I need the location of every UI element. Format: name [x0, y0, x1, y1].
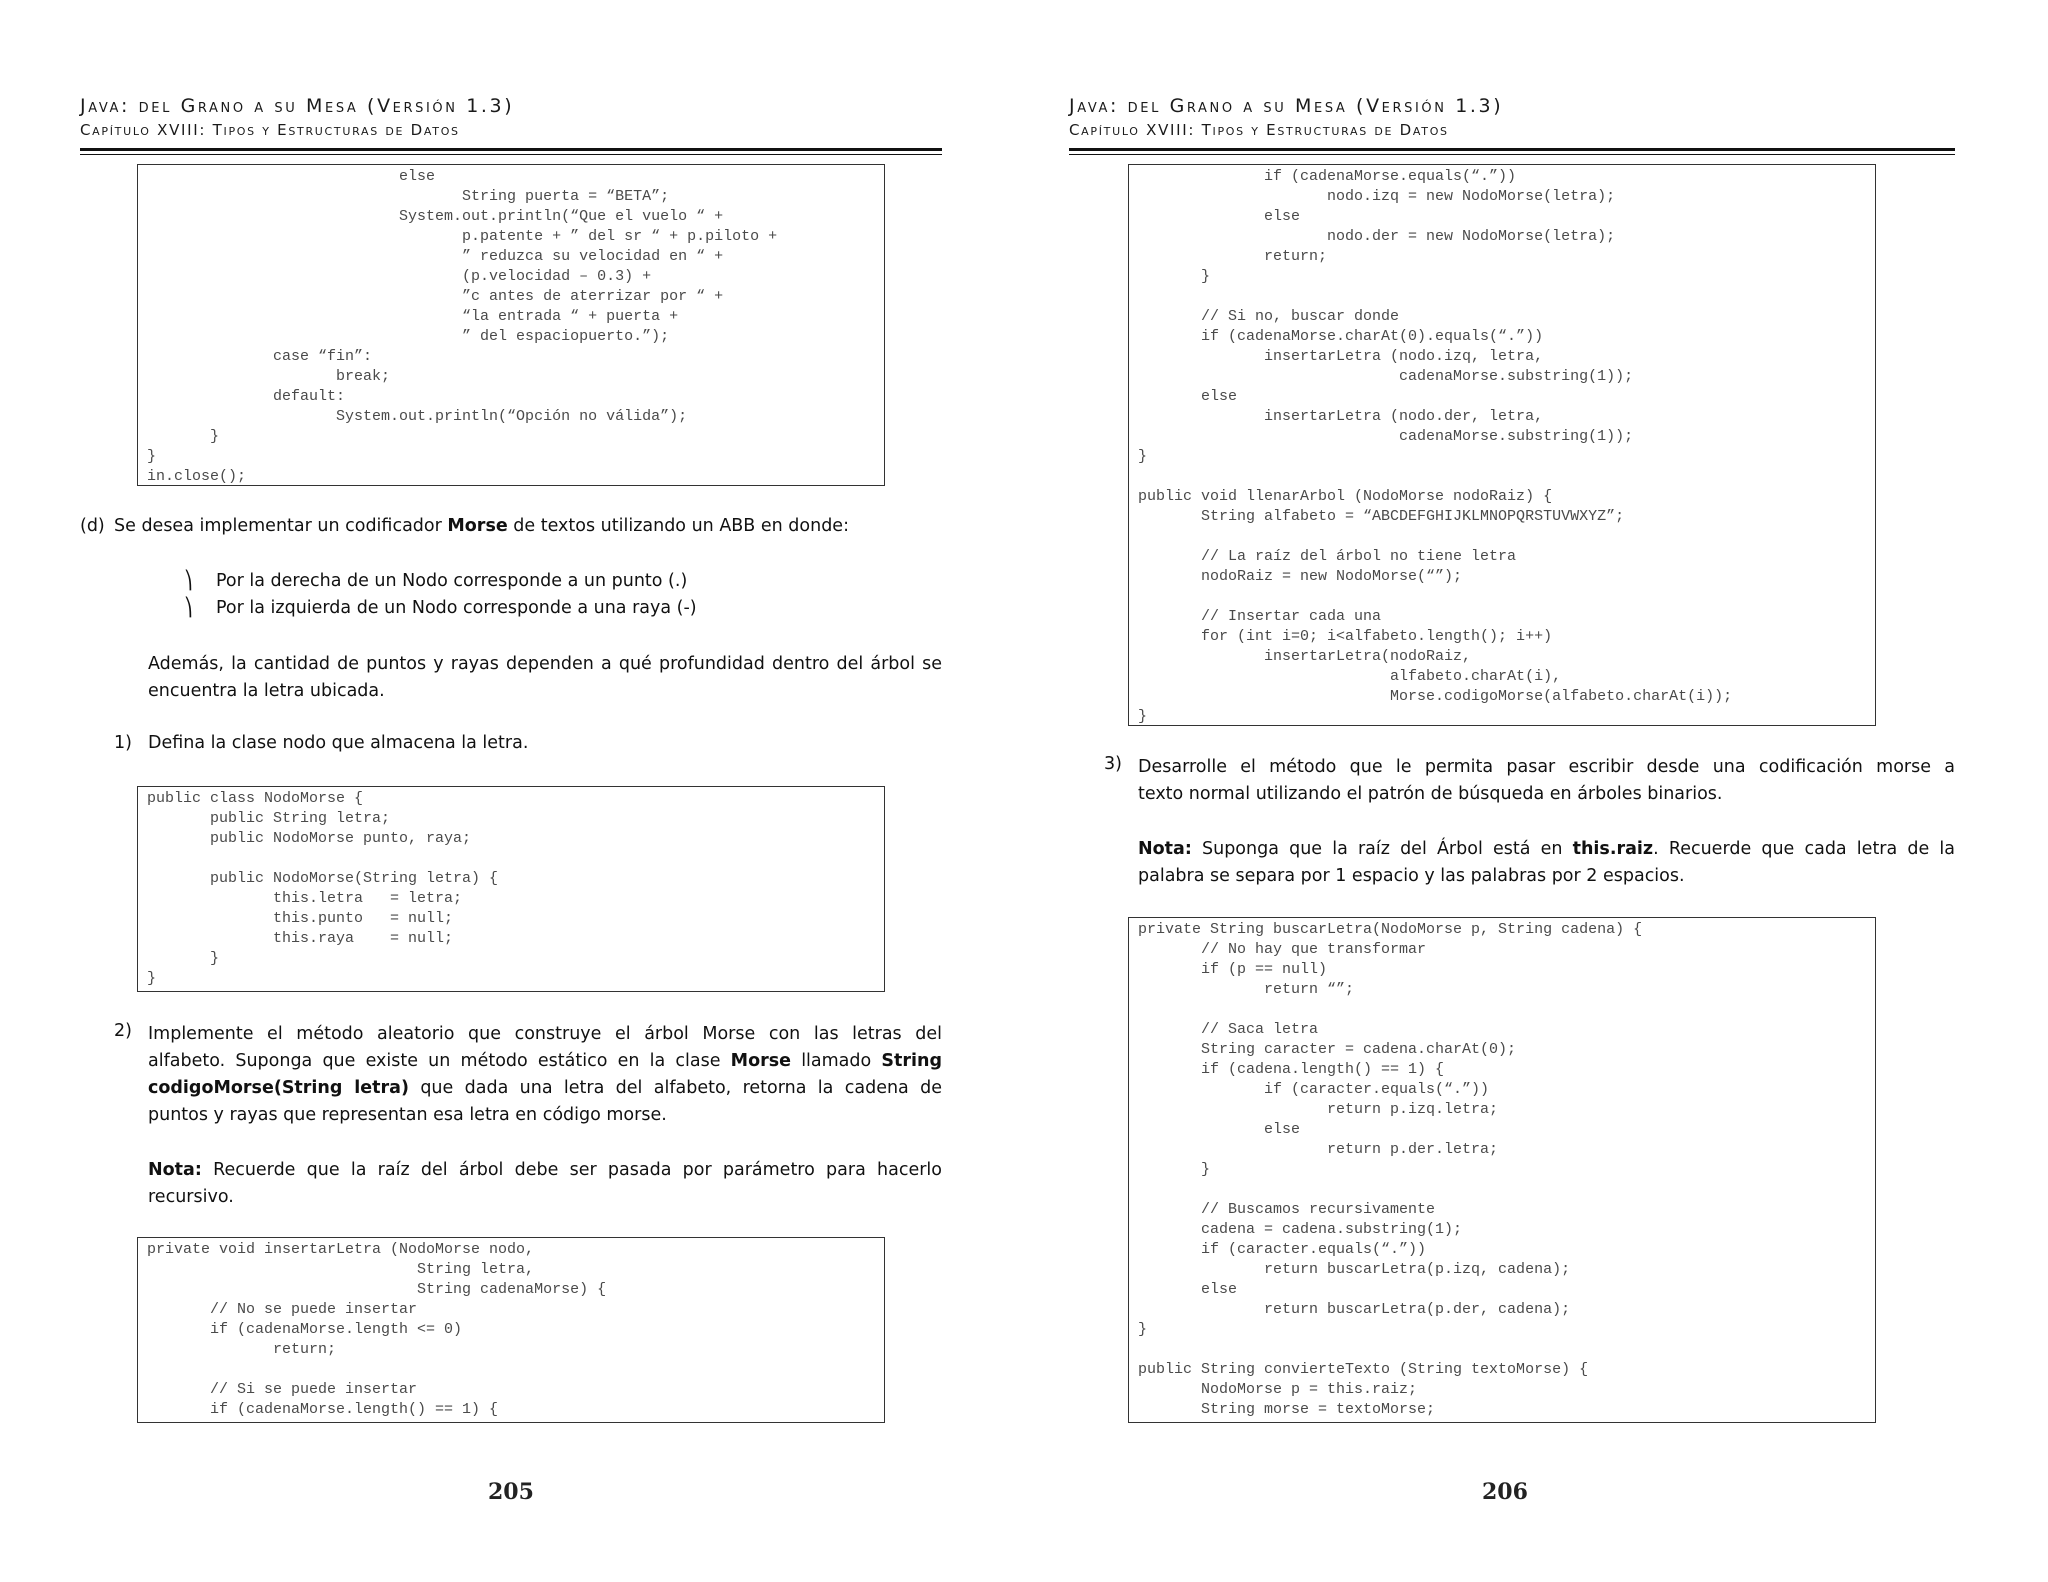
code-text: else String puerta = “BETA”; System.out.println(“Que el vuelo “ + p.patente + ” del sr “ + p.piloto + ” reduzca su velocidad en “ + (p.velocidad – 0.3) + ”c antes de aterrizar por “ + “la entrada “ + puerta + ” del espaciopuerto.”); case “fin”: break; default: System.out.println(“Opción no válida”); } } in.close(); — [147, 168, 778, 485]
code-block-continue — [1128, 164, 1876, 726]
code-block-insertar — [137, 1237, 885, 1423]
header-rule-thick — [1069, 148, 1955, 151]
right-page — [1024, 0, 2048, 1582]
nota-paragraph: Nota: Suponga que la raíz del Árbol está en this.raiz. Recuerde que cada letra de la palabra se separa por 1 espacio y las palabras por 2 espacios. — [1138, 839, 1955, 886]
book-title-header: Java: del Grano a su Mesa (Versión 1.3) — [80, 95, 515, 117]
code-text: private void insertarLetra (NodoMorse nodo, String letra, String cadenaMorse) { // No se puede insertar if (cadenaMorse.length <= 0) return; // Si se puede insertar if (cadenaMorse.length() == 1) { — [147, 1241, 607, 1418]
bullet-item: Por la izquierda de un Nodo corresponde a una raya (-) — [216, 598, 697, 618]
header-rule-thin — [80, 154, 942, 155]
paragraph-ademas: Además, la cantidad de puntos y rayas dependen a qué profundidad dentro del árbol se encuentra la letra ubicada. — [148, 654, 942, 701]
bullet-item: Por la derecha de un Nodo corresponde a un punto (.) — [216, 571, 688, 591]
question-number: 1) — [114, 733, 132, 753]
nota-paragraph: Nota: Recuerde que la raíz del árbol debe ser pasada por parámetro para hacerlo recursivo. — [148, 1160, 942, 1207]
code-block-buscar — [1128, 917, 1876, 1423]
code-text: private String buscarLetra(NodoMorse p, String cadena) { // No hay que transformar if (p == null) return “”; // Saca letra String caracter = cadena.charAt(0); if (cadena.length() == 1) { if (caracter.equals(“.”)) return p.izq.letra; else return p.der.letra; } // Buscamos recursivamente cadena = cadena.substring(1); if (caracter.equals(“.”)) return buscarLetra(p.izq, cadena); else return buscarLetra(p.der, cadena); } public String convierteTexto (String textoMorse) { NodoMorse p = this.raiz; String morse = textoMorse; — [1138, 921, 1643, 1418]
question-text: Implemente el método aleatorio que construye el árbol Morse con las letras del alfabeto. Suponga que existe un método estático en la clase Morse llamado String codigoMorse(String letra) que dada una letra del alfabeto, retorna la cadena de puntos y rayas que representan esa letra en código morse. — [148, 1024, 942, 1125]
question-number: 2) — [114, 1021, 132, 1041]
code-block-nodo — [137, 786, 885, 992]
chapter-header: Capítulo XVIII: Tipos y Estructuras de Datos — [1069, 121, 1449, 139]
question-text: Defina la clase nodo que almacena la letra. — [148, 733, 529, 753]
problem-label: (d) — [80, 516, 105, 536]
problem-statement: Se desea implementar un codificador Morse de textos utilizando un ABB en donde: — [114, 516, 849, 536]
code-block-switch — [137, 164, 885, 486]
header-rule-thick — [80, 148, 942, 151]
bullet-marker: ⎞ — [184, 598, 193, 618]
question-text: Desarrolle el método que le permita pasar escribir desde una codificación morse a texto normal utilizando el patrón de búsqueda en árboles binarios. — [1138, 757, 1955, 804]
code-text: if (cadenaMorse.equals(“.”)) nodo.izq = new NodoMorse(letra); else nodo.der = new NodoMorse(letra); return; } // Si no, buscar donde if (cadenaMorse.charAt(0).equals(“.”)) insertarLetra (nodo.izq, letra, cadenaMorse.substring(1)); else insertarLetra (nodo.der, letra, cadenaMorse.substring(1)); } public void llenarArbol (NodoMorse nodoRaiz) { String alfabeto = “ABCDEFGHIJKLMNOPQRSTUVWXYZ”; // La raíz del árbol no tiene letra nodoRaiz = new NodoMorse(“”); // Insertar cada una for (int i=0; i<alfabeto.length(); i++) insertarLetra(nodoRaiz, alfabeto.charAt(i), Morse.codigoMorse(alfabeto.charAt(i)); } — [1138, 168, 1733, 725]
page-number: 206 — [1482, 1479, 1528, 1505]
page-number: 205 — [488, 1479, 534, 1505]
bullet-marker: ⎞ — [184, 571, 193, 591]
question-number: 3) — [1104, 754, 1122, 774]
chapter-header: Capítulo XVIII: Tipos y Estructuras de Datos — [80, 121, 460, 139]
header-rule-thin — [1069, 154, 1955, 155]
book-title-header: Java: del Grano a su Mesa (Versión 1.3) — [1069, 95, 1504, 117]
code-text: public class NodoMorse { public String letra; public NodoMorse punto, raya; public NodoMorse(String letra) { this.letra = letra; this.punto = null; this.raya = null; } } — [147, 790, 499, 987]
